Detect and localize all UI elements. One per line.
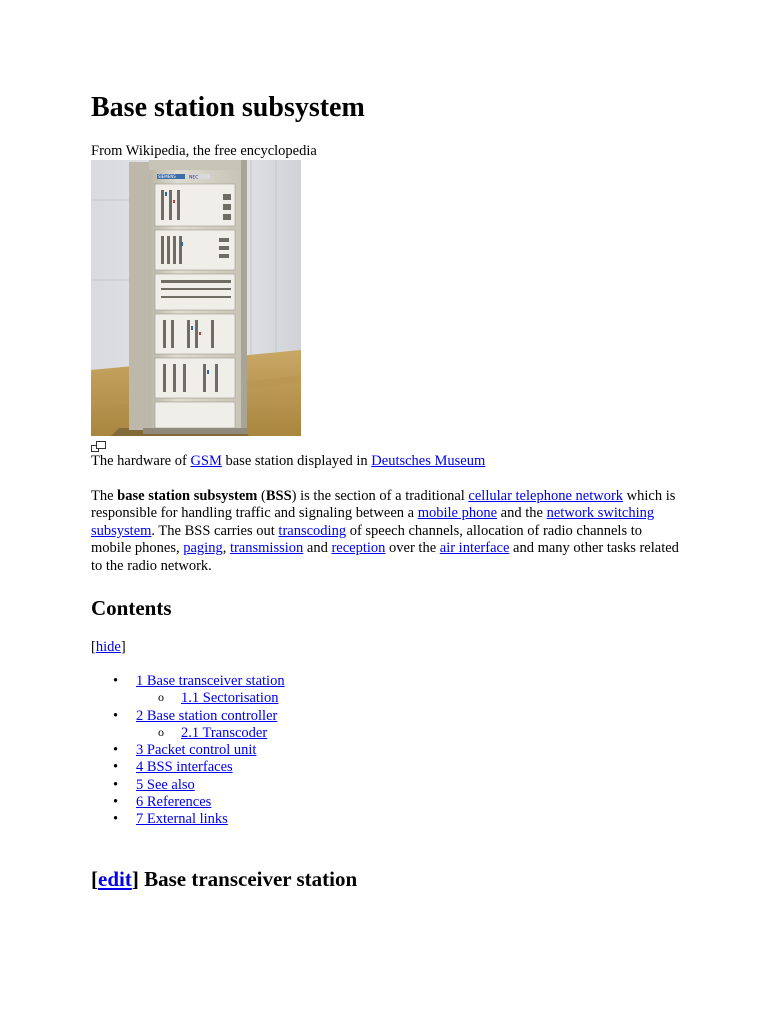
term-bss-abbr: BSS: [265, 488, 292, 504]
link-mobile-phone[interactable]: mobile phone: [417, 505, 498, 522]
toc-toggle: [hide]: [91, 639, 126, 655]
toc-item: [91, 742, 285, 759]
toc-link-external-links[interactable]: 7 External links: [136, 811, 228, 828]
link-cellular-telephone-network[interactable]: cellular telephone network: [468, 488, 624, 504]
toc-item: [91, 708, 285, 725]
caption-text: base station displayed in: [221, 453, 372, 469]
link-network-switching-subsystem[interactable]: network switching subsystem: [91, 505, 655, 539]
link-deutsches-museum[interactable]: Deutsches Museum: [371, 453, 486, 469]
term-bss-full: base station subsystem: [117, 488, 258, 504]
intro-paragraph: The base station subsystem (BSS) is the section of a traditional cellular telephone network which is responsible for handling traffic and signaling between a mobile phone and the network switching subsystem. The BSS carries out transcoding of speech channels, allocation of radio channels to mobile phones, paging, transmission and reception over the air interface and many other tasks related to the radio network.: [91, 488, 679, 574]
link-gsm[interactable]: GSM: [190, 453, 222, 469]
toc-link-sectorisation[interactable]: 1.1 Sectorisation: [181, 690, 279, 707]
toc-item: [91, 811, 285, 828]
base-station-photo[interactable]: [91, 160, 301, 436]
svg-text:SIEMENS: SIEMENS: [158, 174, 176, 179]
site-tagline: From Wikipedia, the free encyclopedia: [91, 143, 317, 159]
contents-heading: Contents: [91, 596, 172, 620]
toc-item: [91, 725, 285, 742]
link-transmission[interactable]: transmission: [229, 540, 304, 557]
toc-link-packet-control-unit[interactable]: 3 Packet control unit: [136, 742, 257, 759]
toc-link-base-transceiver-station[interactable]: 1 Base transceiver station: [136, 673, 285, 689]
link-transcoding[interactable]: transcoding: [278, 522, 347, 539]
toc-item: [91, 794, 285, 811]
caption-text: The hardware of: [91, 453, 191, 469]
toc-link-see-also[interactable]: 5 See also: [136, 776, 195, 793]
toc-link-references[interactable]: 6 References: [136, 794, 212, 811]
toc-link-bss-interfaces[interactable]: 4 BSS interfaces: [136, 759, 233, 776]
toc-link-base-station-controller[interactable]: 2 Base station controller: [136, 707, 278, 724]
image-caption: [91, 452, 485, 470]
toc-item: [91, 759, 285, 776]
link-air-interface[interactable]: air interface: [439, 540, 510, 557]
toc-item: [91, 673, 285, 690]
section-heading-base-transceiver-station: [edit] Base transceiver station: [91, 867, 358, 891]
toc-hide-link[interactable]: hide: [95, 639, 121, 655]
toc-item: [91, 690, 285, 707]
toc-link-transcoder[interactable]: 2.1 Transcoder: [181, 724, 268, 741]
link-paging[interactable]: paging: [183, 540, 223, 557]
page-title: Base station subsystem: [91, 92, 365, 123]
link-reception[interactable]: reception: [331, 540, 386, 557]
section-edit-link[interactable]: edit: [98, 867, 132, 891]
toc-item: [91, 777, 285, 794]
table-of-contents: [91, 673, 285, 829]
svg-text:NEC: NEC: [189, 175, 199, 181]
